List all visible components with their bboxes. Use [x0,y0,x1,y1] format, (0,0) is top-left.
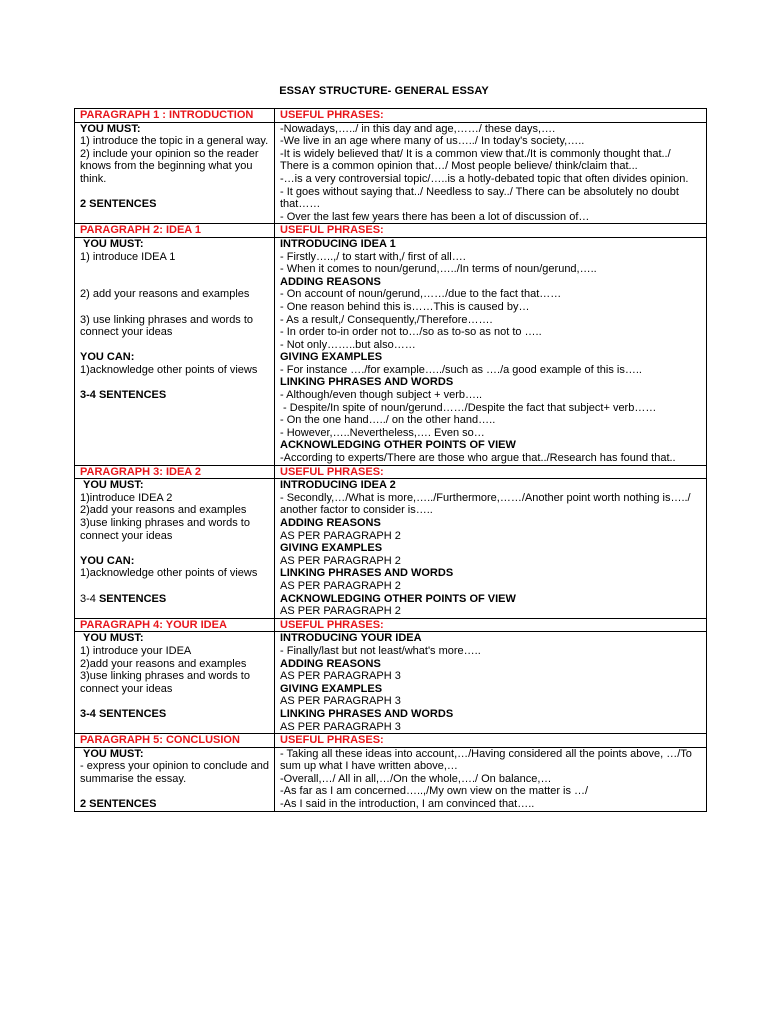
sentence-count: 2 SENTENCES [80,198,157,211]
phrase-item: - Over the last few years there has been a lot of discussion of… [280,210,590,223]
sentence-count: 2 SENTENCES [80,798,157,811]
paragraph-5-content-row [75,747,707,811]
phrase-item: - On the one hand…../ on the other hand….. [280,414,496,427]
sentence-count [80,593,269,606]
phrase-item: AS PER PARAGRAPH 2 [280,554,401,567]
section-heading: INTRODUCING YOUR IDEA [280,632,422,645]
instruction-item: 1) introduce your IDEA [80,644,192,657]
paragraph-1-content-row [75,122,707,224]
phrase-item: - As a result,/ Consequently,/Therefore……. [280,313,493,326]
you-must-label: YOU MUST: [83,237,144,250]
section-heading: GIVING EXAMPLES [280,542,383,555]
instruction-item: 2) include your opinion so the reader knows from the beginning what you think. [80,147,259,185]
instruction-item: 3)use linking phrases and words to connect your ideas [80,670,250,695]
phrase-item: AS PER PARAGRAPH 3 [280,695,401,708]
paragraph-5-phrases-header: USEFUL PHRASES: [275,734,707,748]
you-can-label: YOU CAN: [80,351,135,364]
instruction-item: 1)acknowledge other points of views [80,567,258,580]
section-heading: GIVING EXAMPLES [280,682,383,695]
paragraph-3-instructions [75,479,275,619]
paragraph-2-content-row [75,237,707,465]
phrase-item: -Overall,…/ All in all,…/On the whole,…./ On balance,… [280,772,552,785]
phrase-item: - Secondly,…/What is more,…../Furthermore,……/Another point worth nothing is…../ another factor to consider is….. [280,491,691,517]
page-title: ESSAY STRUCTURE- GENERAL ESSAY [279,85,489,97]
paragraph-5-header: PARAGRAPH 5: CONCLUSION [75,734,275,748]
essay-structure-table [74,108,707,812]
instruction-item: - express your opinion to conclude and summarise the essay. [80,760,269,785]
section-heading: ACKNOWLEDGING OTHER POINTS OF VIEW [280,592,516,605]
phrase-item: -It is widely believed that/ It is a common view that./It is commonly thought that../ There is a common opinion that…/ Most people believe/ think/claim that... [280,147,671,173]
phrase-item: -As far as I am concerned…..,/My own view on the matter is …/ [280,785,589,798]
instruction-item: 3) use linking phrases and words to connect your ideas [80,313,254,339]
paragraph-4-phrases-header: USEFUL PHRASES: [275,618,707,632]
paragraph-3-phrases-header: USEFUL PHRASES: [275,465,707,479]
phrase-item: -…is a very controversial topic/…..is a hotly-debated topic that often divides opinion. [280,172,689,185]
instruction-item: 2) add your reasons and examples [80,288,250,301]
section-heading: LINKING PHRASES AND WORDS [280,567,454,580]
section-heading: LINKING PHRASES AND WORDS [280,707,454,720]
phrase-item: - Although/even though subject + verb….. [280,389,483,402]
sentence-count-word: SENTENCES [98,592,167,605]
paragraph-2-phrases-header: USEFUL PHRASES: [275,224,707,238]
phrase-item: - Firstly…..,/ to start with,/ first of all…. [280,250,466,263]
you-must-label: YOU MUST: [80,122,141,135]
you-can-label: YOU CAN: [80,554,135,567]
paragraph-2-instructions [75,237,275,465]
phrase-item: - For instance …./for example…../such as …./a good example of this is….. [280,363,642,376]
section-heading: ACKNOWLEDGING OTHER POINTS OF VIEW [280,439,516,452]
sentence-count-number: 3-4 [80,592,96,605]
phrase-item: AS PER PARAGRAPH 2 [280,579,401,592]
phrase-item: - Taking all these ideas into account,…/Having considered all the points above, …/To sum up what I have written above,… [280,747,692,773]
paragraph-5-instructions [75,747,275,811]
section-heading: LINKING PHRASES AND WORDS [280,376,454,389]
you-must-label: YOU MUST: [83,479,144,492]
you-must-label: YOU MUST: [83,632,144,645]
paragraph-3-content-row [75,479,707,619]
instruction-item: 1)introduce IDEA 2 [80,491,173,504]
phrase-item: - In order to-in order not to…/so as to-so as not to ….. [280,326,542,339]
phrase-item: - One reason behind this is……This is caused by… [280,300,530,313]
paragraph-3-header-row [75,465,707,479]
phrase-item: -According to experts/There are those who argue that../Research has found that.. [280,452,676,465]
instruction-item: 1) introduce the topic in a general way. [80,135,269,148]
phrase-item: - Despite/In spite of noun/gerund……/Despite the fact that subject+ verb…… [280,401,657,414]
paragraph-5-header-row [75,734,707,748]
instruction-item: 2)add your reasons and examples [80,657,247,670]
section-heading: ADDING REASONS [280,657,381,670]
instruction-item: 3)use linking phrases and words to connect your ideas [80,517,250,542]
paragraph-5-phrases [275,747,707,811]
section-heading: INTRODUCING IDEA 1 [280,237,396,250]
paragraph-1-phrases [275,122,707,224]
phrase-item: AS PER PARAGRAPH 3 [280,720,401,733]
paragraph-4-header-row [75,618,707,632]
phrase-item: AS PER PARAGRAPH 2 [280,529,401,542]
paragraph-4-phrases [275,632,707,734]
paragraph-2-header: PARAGRAPH 2: IDEA 1 [75,224,275,238]
paragraph-3-header: PARAGRAPH 3: IDEA 2 [75,465,275,479]
section-heading: ADDING REASONS [280,275,381,288]
phrase-item: -We live in an age where many of us…../ In today's society,….. [280,135,585,148]
sentence-count: 3-4 SENTENCES [80,389,167,402]
phrase-item: - On account of noun/gerund,……/due to the fact that…… [280,288,562,301]
paragraph-1-phrases-header: USEFUL PHRASES: [275,109,707,123]
instruction-item: 1)acknowledge other points of views [80,363,258,376]
sentence-count: 3-4 SENTENCES [80,707,167,720]
phrase-item: -Nowadays,…../ in this day and age,……/ these days,…. [280,122,556,135]
phrase-item: - It goes without saying that../ Needless to say../ There can be absolutely no doubt that…… [280,185,679,211]
phrase-item: -As I said in the introduction, I am convinced that….. [280,798,535,811]
instruction-item: 2)add your reasons and examples [80,504,247,517]
section-heading: ADDING REASONS [280,517,381,529]
paragraph-4-header: PARAGRAPH 4: YOUR IDEA [75,618,275,632]
paragraph-1-header: PARAGRAPH 1 : INTRODUCTION [75,109,275,123]
phrase-item: - Finally/last but not least/what's more….. [280,644,481,657]
you-must-label: YOU MUST: [83,747,144,760]
phrase-item: - Not only……..but also…… [280,338,416,351]
paragraph-3-phrases [275,479,707,619]
instruction-item: 1) introduce IDEA 1 [80,250,176,263]
paragraph-1-instructions [75,122,275,224]
paragraph-2-phrases [275,237,707,465]
paragraph-4-content-row [75,632,707,734]
paragraph-4-instructions [75,632,275,734]
paragraph-1-header-row [75,109,707,123]
section-heading: GIVING EXAMPLES [280,351,383,364]
section-heading: INTRODUCING IDEA 2 [280,479,396,492]
phrase-item: - However,…..Nevertheless,…. Even so… [280,426,485,439]
phrase-item: AS PER PARAGRAPH 3 [280,670,401,683]
paragraph-2-header-row [75,224,707,238]
phrase-item: - When it comes to noun/gerund,…../In terms of noun/gerund,….. [280,263,597,276]
phrase-item: AS PER PARAGRAPH 2 [280,605,401,618]
